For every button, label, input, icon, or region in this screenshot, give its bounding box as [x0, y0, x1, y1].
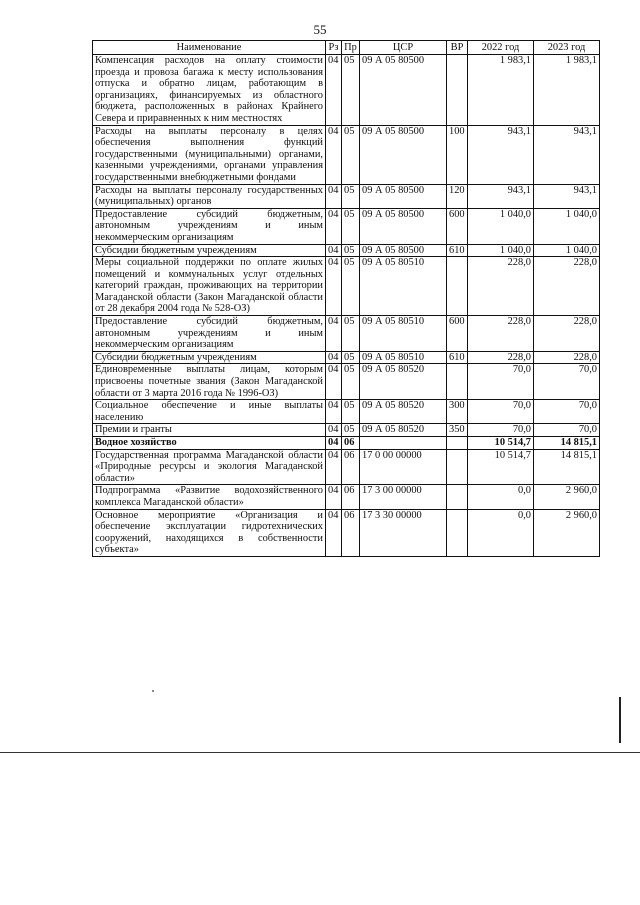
row-pr: 05: [342, 257, 360, 316]
row-vr: 610: [447, 244, 468, 257]
row-2023: 2 960,0: [534, 509, 600, 556]
row-csr: 09 А 05 80520: [360, 400, 447, 424]
row-2022: 228,0: [468, 257, 534, 316]
row-2022: 0,0: [468, 509, 534, 556]
row-rz: 04: [326, 125, 342, 184]
row-rz: 04: [326, 364, 342, 400]
row-vr: [447, 364, 468, 400]
row-name: Основное мероприятие «Организация и обеспечение эксплуатации гидротехнических сооружений, находящихся в собственности субъекта»: [93, 509, 326, 556]
row-name: Субсидии бюджетным учреждениям: [93, 244, 326, 257]
table-row: [93, 364, 600, 400]
row-csr: [360, 437, 447, 450]
table-row: [93, 509, 600, 556]
row-pr: 05: [342, 400, 360, 424]
row-pr: 05: [342, 55, 360, 126]
row-rz: 04: [326, 400, 342, 424]
row-2023: 943,1: [534, 125, 600, 184]
row-name: Единовременные выплаты лицам, которым присвоены почетные звания (Закон Магаданской области от 3 марта 2016 года № 1996-ОЗ): [93, 364, 326, 400]
row-csr: 09 А 05 80500: [360, 184, 447, 208]
row-csr: 17 3 00 00000: [360, 485, 447, 509]
table-row: [93, 316, 600, 352]
row-2023: 14 815,1: [534, 449, 600, 485]
row-vr: 100: [447, 125, 468, 184]
row-pr: 05: [342, 244, 360, 257]
row-csr: 09 А 05 80500: [360, 55, 447, 126]
row-vr: [447, 437, 468, 450]
row-rz: 04: [326, 184, 342, 208]
header-name: Наименование: [93, 41, 326, 55]
scan-speck: [152, 690, 154, 692]
row-2022: 943,1: [468, 184, 534, 208]
row-2022: 1 040,0: [468, 244, 534, 257]
row-pr: 05: [342, 184, 360, 208]
row-vr: [447, 257, 468, 316]
table-row: [93, 55, 600, 126]
row-csr: 09 А 05 80510: [360, 257, 447, 316]
row-vr: 120: [447, 184, 468, 208]
row-pr: 06: [342, 437, 360, 450]
row-vr: [447, 449, 468, 485]
row-pr: 06: [342, 449, 360, 485]
row-rz: 04: [326, 257, 342, 316]
scan-fold-line: [0, 752, 640, 753]
row-2023: 70,0: [534, 400, 600, 424]
row-csr: 09 А 05 80500: [360, 208, 447, 244]
row-pr: 05: [342, 351, 360, 364]
row-2023: 228,0: [534, 316, 600, 352]
table-row: [93, 125, 600, 184]
row-rz: 04: [326, 351, 342, 364]
row-2022: 70,0: [468, 400, 534, 424]
row-pr: 06: [342, 485, 360, 509]
row-name: Водное хозяйство: [93, 437, 326, 450]
header-2022: 2022 год: [468, 41, 534, 55]
header-2023: 2023 год: [534, 41, 600, 55]
row-pr: 05: [342, 424, 360, 437]
row-rz: 04: [326, 316, 342, 352]
row-name: Компенсация расходов на оплату стоимости проезда и провоза багажа к месту использования отпуска и обратно лицам, работающим в организациях, финансируемых из областного бюджета, расположенных в районах Крайнего Севера и приравненных к ним местностях: [93, 55, 326, 126]
budget-table: [92, 40, 600, 557]
row-2022: 1 983,1: [468, 55, 534, 126]
row-name: Субсидии бюджетным учреждениям: [93, 351, 326, 364]
table-row: [93, 449, 600, 485]
table-row: [93, 351, 600, 364]
row-2022: 70,0: [468, 424, 534, 437]
row-rz: 04: [326, 55, 342, 126]
row-vr: 350: [447, 424, 468, 437]
row-name: Предоставление субсидий бюджетным, автономным учреждениям и иным некоммерческим организациям: [93, 316, 326, 352]
table-header: [93, 41, 600, 55]
row-rz: 04: [326, 244, 342, 257]
row-2022: 0,0: [468, 485, 534, 509]
row-vr: 610: [447, 351, 468, 364]
row-name: Расходы на выплаты персоналу государственных (муниципальных) органов: [93, 184, 326, 208]
row-2023: 228,0: [534, 351, 600, 364]
row-rz: 04: [326, 485, 342, 509]
row-2023: 943,1: [534, 184, 600, 208]
row-rz: 04: [326, 449, 342, 485]
row-csr: 09 А 05 80520: [360, 424, 447, 437]
row-name: Подпрограмма «Развитие водохозяйственного комплекса Магаданской области»: [93, 485, 326, 509]
row-csr: 09 А 05 80500: [360, 125, 447, 184]
row-2022: 10 514,7: [468, 437, 534, 450]
row-2023: 70,0: [534, 424, 600, 437]
row-csr: 17 3 30 00000: [360, 509, 447, 556]
row-vr: [447, 55, 468, 126]
row-2023: 1 040,0: [534, 208, 600, 244]
row-2022: 10 514,7: [468, 449, 534, 485]
row-name: Меры социальной поддержки по оплате жилых помещений и коммунальных услуг отдельных категорий граждан, проживающих на территории Магаданской области (Закон Магаданской области от 28 декабря 2004 года № 528-ОЗ): [93, 257, 326, 316]
row-2023: 70,0: [534, 364, 600, 400]
row-name: Социальное обеспечение и иные выплаты населению: [93, 400, 326, 424]
row-vr: [447, 509, 468, 556]
table-row: [93, 400, 600, 424]
table-row: [93, 424, 600, 437]
row-2023: 14 815,1: [534, 437, 600, 450]
table-row: [93, 485, 600, 509]
row-2022: 228,0: [468, 351, 534, 364]
row-2023: 228,0: [534, 257, 600, 316]
table-row-section: [93, 437, 600, 450]
header-pr: Пр: [342, 41, 360, 55]
table-row: [93, 208, 600, 244]
row-name: Государственная программа Магаданской области «Природные ресурсы и экология Магаданской области»: [93, 449, 326, 485]
header-vr: ВР: [447, 41, 468, 55]
row-csr: 09 А 05 80520: [360, 364, 447, 400]
row-csr: 09 А 05 80510: [360, 316, 447, 352]
row-csr: 17 0 00 00000: [360, 449, 447, 485]
page-number: 55: [313, 22, 327, 37]
row-2023: 1 983,1: [534, 55, 600, 126]
row-rz: 04: [326, 208, 342, 244]
row-2022: 70,0: [468, 364, 534, 400]
scan-edge-mark: [619, 697, 621, 743]
header-csr: ЦСР: [360, 41, 447, 55]
table-row: [93, 257, 600, 316]
row-name: Расходы на выплаты персоналу в целях обеспечения выполнения функций государственными (муниципальными) органами, казенными учреждениями, органами управления государственными внебюджетными фондами: [93, 125, 326, 184]
row-name: Предоставление субсидий бюджетным, автономным учреждениям и иным некоммерческим организациям: [93, 208, 326, 244]
row-pr: 05: [342, 316, 360, 352]
row-name: Премии и гранты: [93, 424, 326, 437]
table-row: [93, 244, 600, 257]
row-2023: 1 040,0: [534, 244, 600, 257]
row-csr: 09 А 05 80500: [360, 244, 447, 257]
row-vr: [447, 485, 468, 509]
row-pr: 05: [342, 364, 360, 400]
table-row: [93, 184, 600, 208]
row-2022: 228,0: [468, 316, 534, 352]
row-2022: 1 040,0: [468, 208, 534, 244]
header-rz: Рз: [326, 41, 342, 55]
row-pr: 05: [342, 208, 360, 244]
row-csr: 09 А 05 80510: [360, 351, 447, 364]
row-vr: 300: [447, 400, 468, 424]
row-pr: 06: [342, 509, 360, 556]
row-2023: 2 960,0: [534, 485, 600, 509]
row-rz: 04: [326, 437, 342, 450]
row-vr: 600: [447, 316, 468, 352]
row-rz: 04: [326, 509, 342, 556]
row-rz: 04: [326, 424, 342, 437]
row-vr: 600: [447, 208, 468, 244]
row-2022: 943,1: [468, 125, 534, 184]
row-pr: 05: [342, 125, 360, 184]
